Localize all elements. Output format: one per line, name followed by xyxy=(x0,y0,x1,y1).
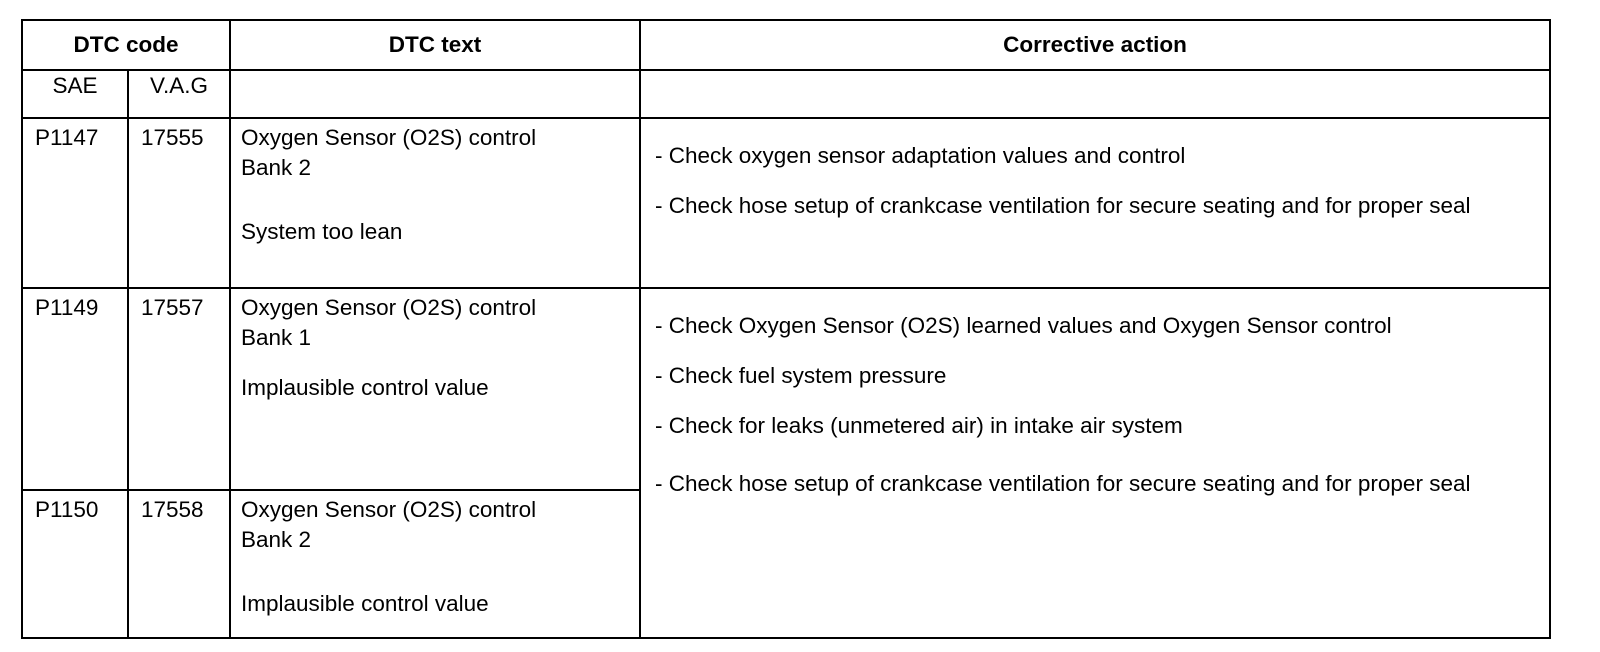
subheader-sae: SAE xyxy=(22,70,128,118)
vag-code: 17558 xyxy=(128,490,230,638)
header-row xyxy=(22,20,1550,70)
dtc-text-line2: Bank 2 xyxy=(241,527,312,552)
vag-code: 17555 xyxy=(128,118,230,288)
vag-code: 17557 xyxy=(128,288,230,490)
dtc-text-cell xyxy=(230,490,640,638)
action-item: - Check fuel system pressure xyxy=(655,363,947,388)
sae-code: P1147 xyxy=(22,118,128,288)
header-dtc-code: DTC code xyxy=(22,20,230,70)
subheader-row xyxy=(22,70,1550,118)
table-row xyxy=(22,288,1550,490)
action-item: - Check hose setup of crankcase ventilation for secure seating and for proper seal xyxy=(655,193,1471,218)
action-item: - Check for leaks (unmetered air) in intake air system xyxy=(655,413,1183,438)
dtc-text-line1: Oxygen Sensor (O2S) control xyxy=(241,295,537,320)
header-corrective-action: Corrective action xyxy=(640,20,1550,70)
dtc-table xyxy=(21,19,1551,639)
dtc-text-line2: Bank 2 xyxy=(241,155,312,180)
subheader-empty-action xyxy=(640,70,1550,118)
dtc-text-line2: Bank 1 xyxy=(241,325,312,350)
dtc-text-line1: Oxygen Sensor (O2S) control xyxy=(241,125,537,150)
subheader-empty-text xyxy=(230,70,640,118)
dtc-text-condition: System too lean xyxy=(241,219,403,244)
dtc-text-cell xyxy=(230,118,640,288)
sae-code: P1150 xyxy=(22,490,128,638)
table-row xyxy=(22,118,1550,288)
header-dtc-text: DTC text xyxy=(230,20,640,70)
dtc-text-line1: Oxygen Sensor (O2S) control xyxy=(241,497,537,522)
subheader-vag: V.A.G xyxy=(128,70,230,118)
corrective-action-cell xyxy=(640,118,1550,288)
corrective-action-cell xyxy=(640,288,1550,638)
sae-code: P1149 xyxy=(22,288,128,490)
dtc-text-cell xyxy=(230,288,640,490)
action-item: - Check oxygen sensor adaptation values and control xyxy=(655,143,1186,168)
dtc-text-condition: Implausible control value xyxy=(241,591,489,616)
action-item: - Check hose setup of crankcase ventilation for secure seating and for proper seal xyxy=(655,471,1471,496)
action-item: - Check Oxygen Sensor (O2S) learned values and Oxygen Sensor control xyxy=(655,313,1392,338)
dtc-text-condition: Implausible control value xyxy=(241,375,489,400)
